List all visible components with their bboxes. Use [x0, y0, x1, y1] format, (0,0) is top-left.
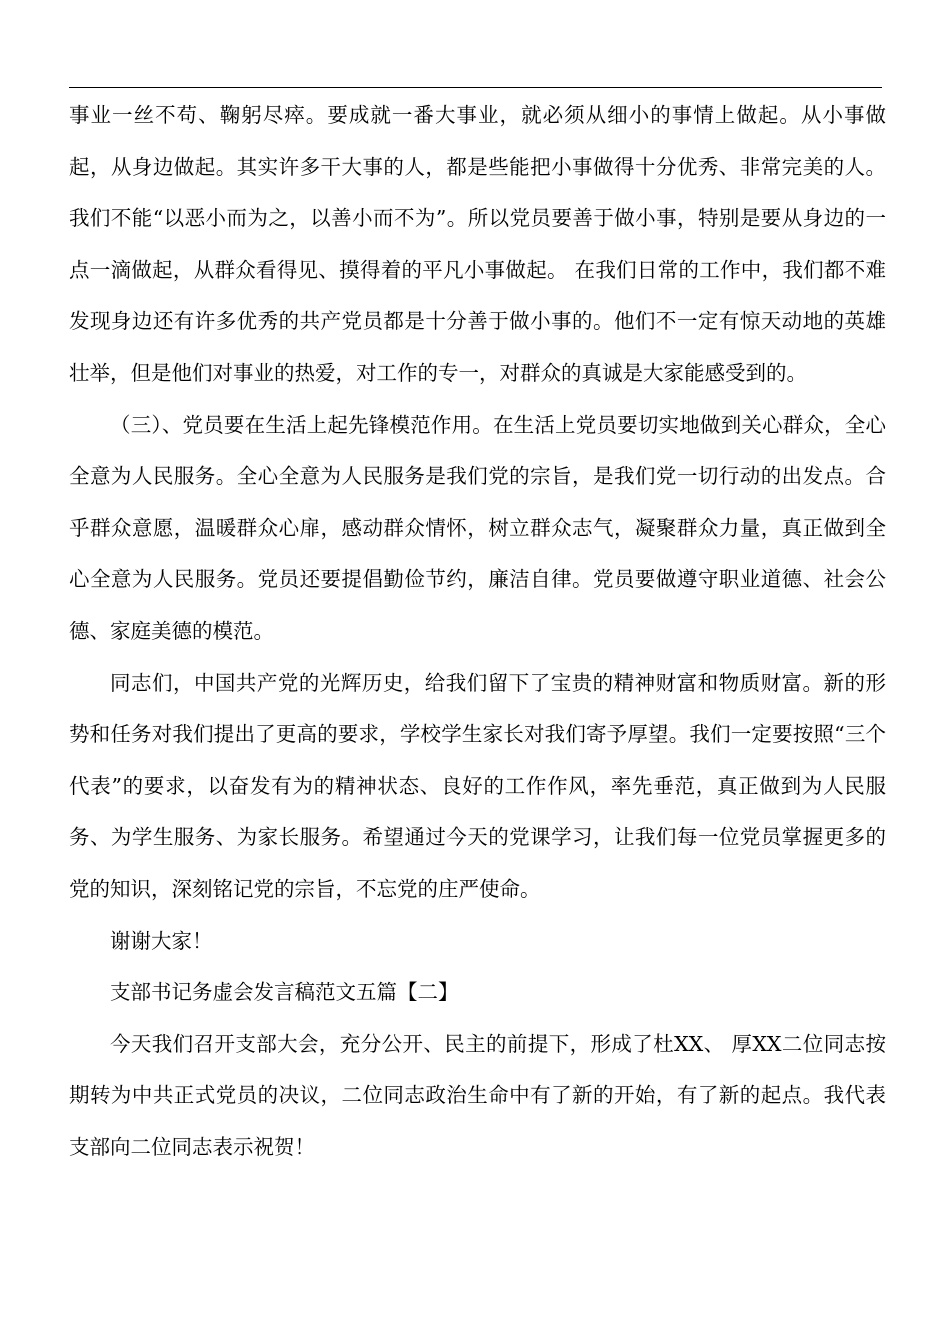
- paragraph-section-three: （三）、党员要在生活上起先锋模范作用。在生活上党员要切实地做到关心群众，全心全意为人民服务。全心全意为人民服务是我们党的宗旨，是我们党一切行动的出发点。合乎群众意愿，温暖群众心扉，感动群众情怀，树立群众志气，凝聚群众力量，真正做到全心全意为人民服务。党员还要提倡勤俭节约，廉洁自律。党员要做遵守职业道德、社会公德、家庭美德的模范。: [69, 412, 886, 643]
- paragraph-thanks: 谢谢大家！: [110, 928, 213, 953]
- paragraph-comrades: 同志们，中国共产党的光辉历史，给我们留下了宝贵的精神财富和物质财富。新的形势和任务对我们提出了更高的要求，学校学生家长对我们寄予厚望。我们一定要按照“三个代表”的要求，以奋发有为的精神状态、良好的工作作风，率先垂范，真正做到为人民服务、为学生服务、为家长服务。希望通过今天的党课学习，让我们每一位党员掌握更多的党的知识，深刻铭记党的宗旨，不忘党的庄严使命。: [69, 670, 886, 901]
- header-rule: [69, 87, 882, 88]
- paragraph-continuation: 事业一丝不苟、鞠躬尽瘁。要成就一番大事业，就必须从细小的事情上做起。从小事做起，从身边做起。其实许多干大事的人，都是些能把小事做得十分优秀、非常完美的人。我们不能“以恶小而为之，以善小而不为”。所以党员要善于做小事，特别是要从身边的一点一滴做起，从群众看得见、摸得着的平凡小事做起。 在我们日常的工作中，我们都不难发现身边还有许多优秀的共产党员都是十分善于做小事的。他们不一定有惊天动地的英雄壮举，但是他们对事业的热爱，对工作的专一，对群众的真诚是大家能感受到的。: [69, 103, 886, 385]
- section-heading: 支部书记务虚会发言稿范文五篇【二】: [110, 980, 459, 1005]
- paragraph-branch-meeting: 今天我们召开支部大会，充分公开、民主的前提下，形成了杜XX、 厚XX二位同志按期转为中共正式党员的决议，二位同志政治生命中有了新的开始，有了新的起点。我代表支部向二位同志表示祝贺！: [69, 1031, 886, 1159]
- document-body: [69, 90, 886, 1173]
